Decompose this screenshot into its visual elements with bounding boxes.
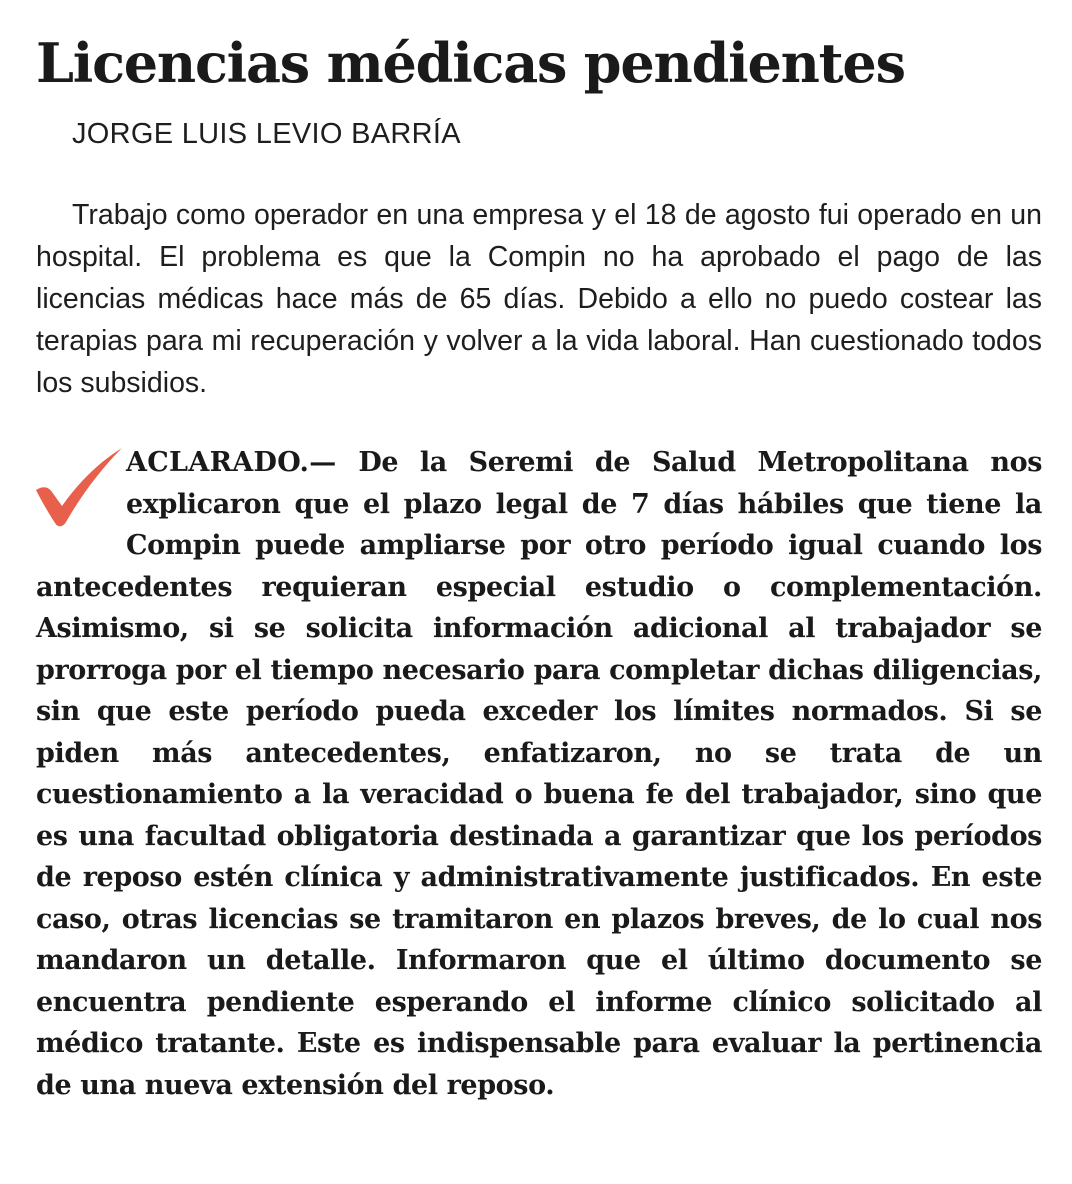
reply-body: De la Seremi de Salud Metropolitana nos explicaron que el plazo legal de 7 días hábiles que tiene la Compin puede ampliarse por otro período igual cuando los antecedentes requieran especial estudio o complementación. Asimismo, si se solicita información adicional al trabajador se prorroga por el tiempo necesario para completar dichas diligencias, sin que este período pueda exceder los límites normados. Si se piden más antecedentes, enfatizaron, no se trata de un cuestionamiento a la veracidad o buena fe del trabajador, sino que es una facultad obligatoria destinada a garantizar que los períodos de reposo estén clínica y administrativamente justificados. En este caso, otras licencias se tramitaron en plazos breves, de lo cual nos mandaron un detalle. Informaron que el último documento se encuentra pendiente esperando el informe clínico solicitado al médico tratante. Este es indispensable para evaluar la pertinencia de una nueva extensión del reposo. [36, 447, 1042, 1101]
reader-letter [36, 194, 1042, 404]
byline: JORGE LUIS LEVIO BARRÍA [72, 118, 461, 150]
headline: Licencias médicas pendientes [36, 31, 905, 95]
reply [36, 442, 1042, 1106]
letter-text: Trabajo como operador en una empresa y el 18 de agosto fui operado en un hospital. El problema es que la Compin no ha aprobado el pago de las licencias médicas hace más de 65 días. Debido a ello no puedo costear las terapias para mi recuperación y volver a la vida laboral. Han cuestionado todos los subsidios. [36, 199, 1042, 399]
reply-lead: ACLARADO.— [126, 447, 337, 478]
checkmark-icon [32, 446, 124, 532]
